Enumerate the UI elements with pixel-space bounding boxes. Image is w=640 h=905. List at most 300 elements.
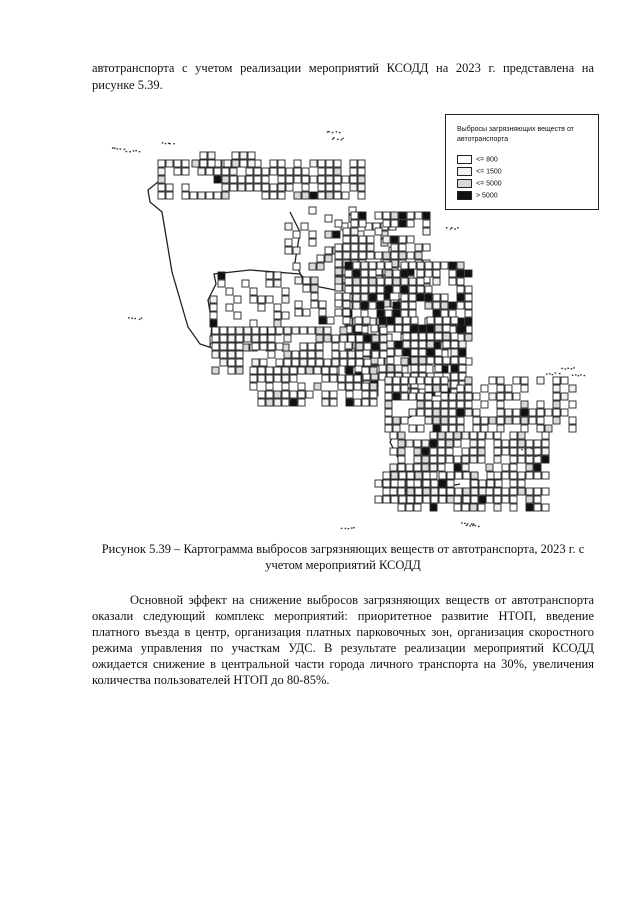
map-grid-cell xyxy=(465,393,472,400)
map-grid-cell xyxy=(486,496,493,503)
map-grid-cell xyxy=(214,168,221,175)
map-label-speck xyxy=(353,527,355,528)
map-grid-cell xyxy=(295,301,302,308)
map-grid-cell xyxy=(451,349,458,356)
map-grid-cell xyxy=(489,417,496,424)
map-grid-cell xyxy=(398,432,405,439)
map-grid-cell xyxy=(513,393,520,400)
map-grid-cell xyxy=(479,488,486,495)
map-label-speck xyxy=(124,149,126,150)
map-grid-cell xyxy=(510,464,517,471)
map-grid-cell xyxy=(399,252,406,259)
map-grid-cell xyxy=(406,440,413,447)
map-grid-cell xyxy=(497,385,504,392)
map-grid-cell xyxy=(226,304,233,311)
map-label-speck xyxy=(538,454,540,455)
map-grid-cell xyxy=(174,168,181,175)
map-grid-cell xyxy=(364,335,371,342)
map-label-speck xyxy=(471,523,473,524)
map-grid-cell xyxy=(441,401,448,408)
map-grid-cell xyxy=(478,440,485,447)
map-grid-cell xyxy=(333,231,340,238)
map-grid-cell xyxy=(286,168,293,175)
map-grid-cell xyxy=(569,385,576,392)
map-grid-cell xyxy=(443,333,450,340)
map-grid-cell xyxy=(457,409,464,416)
map-grid-cell xyxy=(250,320,257,327)
map-grid-cell xyxy=(406,504,413,511)
map-grid-cell xyxy=(282,391,289,398)
map-grid-cell xyxy=(335,284,342,291)
map-grid-cell xyxy=(391,244,398,251)
map-grid-cell xyxy=(438,440,445,447)
map-grid-cell xyxy=(409,262,416,269)
map-grid-cell xyxy=(345,278,352,285)
map-grid-cell xyxy=(351,244,358,251)
map-grid-cell xyxy=(353,294,360,301)
map-grid-cell xyxy=(346,375,353,382)
map-grid-cell xyxy=(348,351,355,358)
legend-item xyxy=(457,191,498,200)
map-grid-cell xyxy=(510,504,517,511)
map-grid-cell xyxy=(433,262,440,269)
map-grid-cell xyxy=(278,168,285,175)
map-grid-cell xyxy=(518,440,525,447)
map-grid-cell xyxy=(334,184,341,191)
map-grid-cell xyxy=(383,472,390,479)
map-grid-cell xyxy=(322,391,329,398)
map-label-speck xyxy=(457,227,459,228)
map-grid-cell xyxy=(487,472,494,479)
map-grid-cell xyxy=(395,317,402,324)
map-grid-cell xyxy=(250,375,257,382)
map-grid-cell xyxy=(348,335,355,342)
map-grid-cell xyxy=(479,496,486,503)
map-grid-cell xyxy=(327,317,334,324)
map-grid-cell xyxy=(510,472,517,479)
map-grid-cell xyxy=(411,365,418,372)
map-grid-cell xyxy=(465,409,472,416)
map-grid-cell xyxy=(510,432,517,439)
map-grid-cell xyxy=(198,168,205,175)
map-grid-cell xyxy=(401,278,408,285)
map-grid-cell xyxy=(208,160,215,167)
map-grid-cell xyxy=(326,184,333,191)
map-label-speck xyxy=(139,151,141,152)
map-grid-cell xyxy=(505,393,512,400)
map-grid-cell xyxy=(473,393,480,400)
map-grid-cell xyxy=(375,496,382,503)
map-grid-cell xyxy=(343,228,350,235)
map-grid-cell xyxy=(220,327,227,334)
map-label-speck xyxy=(561,368,563,369)
map-grid-cell xyxy=(502,448,509,455)
map-grid-cell xyxy=(449,425,456,432)
map-grid-cell xyxy=(356,343,363,350)
map-grid-cell xyxy=(409,409,416,416)
map-label-speck xyxy=(332,139,334,140)
map-grid-cell xyxy=(345,262,352,269)
map-grid-cell xyxy=(430,448,437,455)
map-grid-cell xyxy=(411,317,418,324)
map-grid-cell xyxy=(350,184,357,191)
map-grid-cell xyxy=(359,244,366,251)
map-grid-cell xyxy=(266,280,273,287)
map-grid-cell xyxy=(294,160,301,167)
map-grid-cell xyxy=(212,343,219,350)
map-grid-cell xyxy=(292,359,299,366)
map-grid-cell xyxy=(316,327,323,334)
map-label-speck xyxy=(469,525,471,526)
map-grid-cell xyxy=(459,357,466,364)
map-grid-cell xyxy=(403,325,410,332)
map-grid-cell xyxy=(309,207,316,214)
map-grid-cell xyxy=(362,383,369,390)
map-grid-cell xyxy=(290,375,297,382)
map-label-speck xyxy=(555,372,557,373)
map-grid-cell xyxy=(346,383,353,390)
map-grid-cell xyxy=(335,268,342,275)
map-grid-cell xyxy=(311,277,318,284)
map-grid-cell xyxy=(390,432,397,439)
map-grid-cell xyxy=(340,327,347,334)
map-grid-cell xyxy=(346,391,353,398)
map-grid-cell xyxy=(262,184,269,191)
map-grid-cell xyxy=(310,176,317,183)
map-grid-cell xyxy=(317,263,324,270)
map-grid-cell xyxy=(380,335,387,342)
legend-label: <= 1500 xyxy=(476,168,502,176)
map-grid-cell xyxy=(478,504,485,511)
map-grid-cell xyxy=(262,176,269,183)
map-grid-cell xyxy=(385,262,392,269)
map-label-speck xyxy=(337,139,339,140)
map-grid-cell xyxy=(537,425,544,432)
map-grid-cell xyxy=(459,365,466,372)
map-grid-cell xyxy=(425,409,432,416)
map-grid-cell xyxy=(200,152,207,159)
map-grid-cell xyxy=(343,317,350,324)
map-grid-cell xyxy=(425,302,432,309)
map-grid-cell xyxy=(417,401,424,408)
map-grid-cell xyxy=(346,399,353,406)
map-grid-cell xyxy=(166,184,173,191)
map-grid-cell xyxy=(430,432,437,439)
map-grid-cell xyxy=(419,365,426,372)
map-grid-cell xyxy=(322,399,329,406)
map-grid-cell xyxy=(335,220,342,227)
map-grid-cell xyxy=(355,325,362,332)
map-grid-cell xyxy=(553,377,560,384)
map-grid-cell xyxy=(385,385,392,392)
map-grid-cell xyxy=(419,325,426,332)
map-label-speck xyxy=(141,317,143,318)
map-label-speck xyxy=(345,528,347,529)
map-grid-cell xyxy=(340,335,347,342)
map-grid-cell xyxy=(425,385,432,392)
map-grid-cell xyxy=(414,464,421,471)
map-grid-cell xyxy=(356,351,363,358)
map-grid-cell xyxy=(390,448,397,455)
map-grid-cell xyxy=(335,300,342,307)
map-grid-cell xyxy=(393,385,400,392)
map-label-speck xyxy=(134,318,136,319)
map-grid-cell xyxy=(252,327,259,334)
map-grid-cell xyxy=(282,375,289,382)
map-grid-cell xyxy=(302,184,309,191)
map-grid-cell xyxy=(182,168,189,175)
map-grid-cell xyxy=(393,310,400,317)
map-grid-cell xyxy=(393,377,400,384)
map-grid-cell xyxy=(311,293,318,300)
map-grid-cell xyxy=(284,327,291,334)
map-label-speck xyxy=(129,151,131,152)
map-grid-cell xyxy=(383,212,390,219)
map-grid-cell xyxy=(425,393,432,400)
map-grid-cell xyxy=(326,176,333,183)
map-grid-cell xyxy=(210,320,217,327)
map-grid-cell xyxy=(284,359,291,366)
map-grid-cell xyxy=(518,488,525,495)
map-grid-cell xyxy=(534,496,541,503)
map-grid-cell xyxy=(258,304,265,311)
map-grid-cell xyxy=(220,343,227,350)
map-grid-cell xyxy=(454,504,461,511)
map-grid-cell xyxy=(393,393,400,400)
map-grid-cell xyxy=(370,399,377,406)
map-grid-cell xyxy=(345,270,352,277)
map-grid-cell xyxy=(497,425,504,432)
map-grid-cell xyxy=(295,309,302,316)
map-grid-cell xyxy=(379,365,386,372)
map-grid-cell xyxy=(521,425,528,432)
legend-item xyxy=(457,155,498,164)
map-grid-cell xyxy=(526,504,533,511)
map-grid-cell xyxy=(415,496,422,503)
map-grid-cell xyxy=(350,160,357,167)
map-grid-cell xyxy=(414,504,421,511)
map-label-speck xyxy=(578,375,580,376)
map-grid-cell xyxy=(330,399,337,406)
map-grid-cell xyxy=(332,335,339,342)
map-grid-cell xyxy=(417,377,424,384)
map-grid-cell xyxy=(534,456,541,463)
map-grid-cell xyxy=(324,327,331,334)
map-grid-cell xyxy=(497,409,504,416)
map-grid-cell xyxy=(417,425,424,432)
map-grid-cell xyxy=(403,333,410,340)
map-grid-cell xyxy=(222,184,229,191)
map-grid-cell xyxy=(391,472,398,479)
map-grid-cell xyxy=(411,341,418,348)
map-grid-cell xyxy=(454,496,461,503)
map-grid-cell xyxy=(430,472,437,479)
map-label-speck xyxy=(348,528,350,529)
map-grid-cell xyxy=(433,401,440,408)
map-grid-cell xyxy=(438,432,445,439)
map-grid-cell xyxy=(425,417,432,424)
map-grid-cell xyxy=(252,359,259,366)
map-grid-cell xyxy=(383,220,390,227)
map-label-speck xyxy=(450,228,452,229)
map-grid-cell xyxy=(226,288,233,295)
map-grid-cell xyxy=(465,385,472,392)
map-grid-cell xyxy=(443,325,450,332)
map-grid-cell xyxy=(353,262,360,269)
map-grid-cell xyxy=(433,278,440,285)
map-grid-cell xyxy=(250,383,257,390)
map-grid-cell xyxy=(561,377,568,384)
map-grid-cell xyxy=(319,301,326,308)
map-grid-cell xyxy=(454,456,461,463)
map-grid-cell xyxy=(238,176,245,183)
map-grid-cell xyxy=(390,488,397,495)
map-grid-cell xyxy=(526,488,533,495)
map-grid-cell xyxy=(534,504,541,511)
map-grid-cell xyxy=(510,448,517,455)
map-grid-cell xyxy=(340,351,347,358)
map-grid-cell xyxy=(220,359,227,366)
map-grid-cell xyxy=(322,367,329,374)
map-grid-cell xyxy=(518,472,525,479)
map-grid-cell xyxy=(252,343,259,350)
map-grid-cell xyxy=(393,417,400,424)
map-grid-cell xyxy=(526,472,533,479)
map-grid-cell xyxy=(443,341,450,348)
map-grid-cell xyxy=(497,401,504,408)
map-grid-cell xyxy=(542,488,549,495)
map-grid-cell xyxy=(335,260,342,267)
map-grid-cell xyxy=(534,448,541,455)
map-grid-cell xyxy=(457,425,464,432)
map-grid-cell xyxy=(451,333,458,340)
map-grid-cell xyxy=(350,176,357,183)
map-grid-cell xyxy=(372,335,379,342)
map-grid-cell xyxy=(380,327,387,334)
map-grid-cell xyxy=(401,262,408,269)
map-grid-cell xyxy=(447,472,454,479)
emissions-cartogram-figure xyxy=(100,112,605,542)
map-grid-cell xyxy=(311,301,318,308)
map-grid-cell xyxy=(309,239,316,246)
map-grid-cell xyxy=(274,272,281,279)
map-grid-cell xyxy=(422,456,429,463)
map-grid-cell xyxy=(387,357,394,364)
map-grid-cell xyxy=(510,480,517,487)
map-grid-cell xyxy=(454,464,461,471)
map-grid-cell xyxy=(383,236,390,243)
map-grid-cell xyxy=(278,192,285,199)
map-grid-cell xyxy=(395,365,402,372)
map-grid-cell xyxy=(276,359,283,366)
map-grid-cell xyxy=(244,335,251,342)
map-grid-cell xyxy=(208,152,215,159)
map-grid-cell xyxy=(529,417,536,424)
map-outline-west-route xyxy=(148,182,212,348)
map-grid-cell xyxy=(383,252,390,259)
map-grid-cell xyxy=(358,176,365,183)
map-grid-cell xyxy=(470,448,477,455)
map-grid-cell xyxy=(449,302,456,309)
map-grid-cell xyxy=(435,357,442,364)
map-grid-cell xyxy=(439,472,446,479)
map-grid-cell xyxy=(446,440,453,447)
map-grid-cell xyxy=(518,432,525,439)
map-grid-cell xyxy=(369,278,376,285)
map-grid-cell xyxy=(545,425,552,432)
map-grid-cell xyxy=(240,160,247,167)
map-grid-cell xyxy=(462,504,469,511)
map-grid-cell xyxy=(236,343,243,350)
map-label-speck xyxy=(128,317,130,318)
map-label-speck xyxy=(328,131,330,132)
map-grid-cell xyxy=(385,409,392,416)
map-grid-cell xyxy=(361,278,368,285)
map-grid-cell xyxy=(182,192,189,199)
map-grid-cell xyxy=(430,504,437,511)
map-grid-cell xyxy=(236,367,243,374)
map-grid-cell xyxy=(401,393,408,400)
map-grid-cell xyxy=(230,176,237,183)
map-grid-cell xyxy=(230,184,237,191)
map-grid-cell xyxy=(375,228,382,235)
map-grid-cell xyxy=(343,309,350,316)
map-grid-cell xyxy=(393,286,400,293)
map-grid-cell xyxy=(457,286,464,293)
map-grid-cell xyxy=(398,456,405,463)
map-grid-cell xyxy=(319,309,326,316)
map-grid-cell xyxy=(398,488,405,495)
map-grid-cell xyxy=(423,228,430,235)
map-label-speck xyxy=(336,131,338,132)
map-grid-cell xyxy=(521,385,528,392)
map-grid-cell xyxy=(470,440,477,447)
map-grid-cell xyxy=(569,417,576,424)
map-grid-cell xyxy=(457,302,464,309)
map-grid-cell xyxy=(449,278,456,285)
map-grid-cell xyxy=(465,302,472,309)
map-grid-cell xyxy=(294,192,301,199)
map-grid-cell xyxy=(401,270,408,277)
map-label-speck xyxy=(351,527,353,528)
map-grid-cell xyxy=(435,349,442,356)
map-grid-cell xyxy=(435,365,442,372)
map-grid-cell xyxy=(521,401,528,408)
map-grid-cell xyxy=(457,262,464,269)
map-grid-cell xyxy=(409,393,416,400)
map-grid-cell xyxy=(537,409,544,416)
map-grid-cell xyxy=(278,184,285,191)
legend-swatch-mid xyxy=(457,167,472,176)
map-grid-cell xyxy=(502,440,509,447)
map-label-speck xyxy=(114,147,116,148)
map-grid-cell xyxy=(441,425,448,432)
map-grid-cell xyxy=(250,288,257,295)
map-grid-cell xyxy=(399,236,406,243)
map-grid-cell xyxy=(370,367,377,374)
map-grid-cell xyxy=(439,488,446,495)
map-grid-cell xyxy=(398,504,405,511)
map-grid-cell xyxy=(250,296,257,303)
map-grid-cell xyxy=(391,236,398,243)
map-grid-cell xyxy=(407,488,414,495)
map-grid-cell xyxy=(427,317,434,324)
map-grid-cell xyxy=(423,220,430,227)
map-grid-cell xyxy=(409,425,416,432)
map-grid-cell xyxy=(367,244,374,251)
map-grid-cell xyxy=(335,293,342,300)
map-grid-cell xyxy=(430,456,437,463)
